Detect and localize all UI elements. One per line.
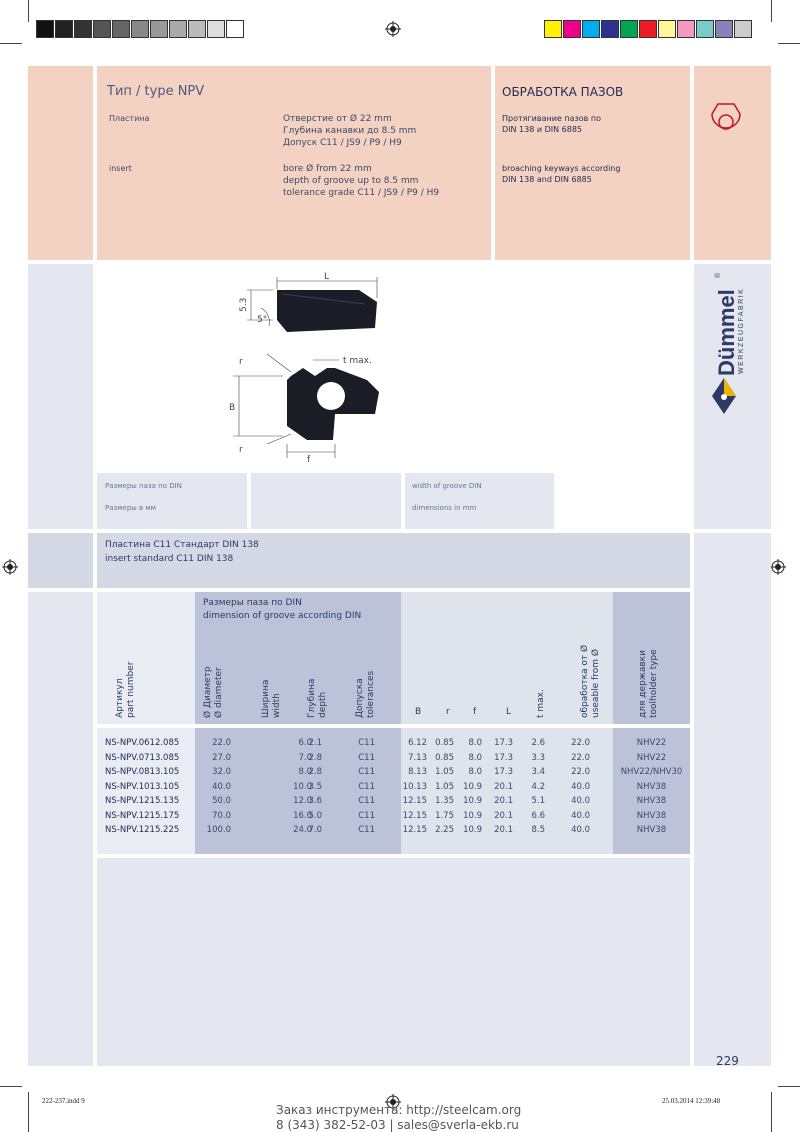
left-margin-mid	[28, 264, 93, 529]
svg-text:®: ®	[715, 272, 722, 278]
dim-f: f	[307, 455, 311, 465]
left-margin-top	[28, 66, 93, 260]
slug-date: 25.03.2014 12:39:48	[662, 1097, 721, 1105]
slug-file: 222-237.indd 9	[42, 1097, 85, 1105]
col-b: B	[415, 707, 422, 717]
col-f: f	[473, 707, 477, 717]
dim-tmax: t max.	[343, 356, 372, 366]
standard-banner: Пластина C11 Стандарт DIN 138 insert standard C11 DIN 138	[97, 533, 690, 588]
dim-r-top: r	[239, 357, 243, 367]
section-en: broaching keyways according DIN 138 and DIN 6885	[502, 164, 621, 184]
insert-technical-drawing	[207, 264, 507, 469]
table-row: NS-NPV.0713.085 27.0 7.0 2.8 C11 7.13 0.85 8.0 17.3 3.3 22.0 NHV22	[105, 752, 667, 763]
registration-mark-left	[2, 559, 18, 575]
header-panel	[97, 66, 491, 260]
table-row: NS-NPV.0612.085 22.0 6.0 2.1 C11 6.12 0.85 8.0 17.3 2.6 22.0 NHV22	[105, 738, 667, 748]
col-diameter: Ø Диаметр Ø diameter	[203, 666, 224, 718]
en-label: insert	[109, 164, 132, 173]
svg-text:WERKZEUGFABRIK: WERKZEUGFABRIK	[738, 287, 745, 374]
left-margin-std	[28, 533, 93, 588]
footer-contact-line: 8 (343) 382-52-03 | sales@sverla-ekb.ru	[276, 1118, 519, 1132]
col-width: Ширина width	[261, 679, 282, 718]
col-tolerances: Допуска tolerances	[355, 670, 376, 718]
section-title: ОБРАБОТКА ПАЗОВ	[502, 85, 624, 99]
col-useable: обработка от Ø useable from Ø	[580, 644, 601, 718]
footer-order-line: Заказ инструмента: http://steelcam.org	[276, 1103, 522, 1117]
svg-text:Dümmel: Dümmel	[714, 289, 739, 376]
keyway-icon	[708, 100, 744, 140]
group-header: Размеры паза по DIN dimension of groove according DIN	[203, 598, 362, 621]
right-margin-table	[694, 533, 771, 1066]
drawing-area	[97, 264, 690, 469]
ru-specs: Отверстие от Ø 22 mm Глубина канавки до 8.5 mm Допуск C11 / JS9 / P9 / H9	[283, 114, 417, 148]
type-title: Тип / type NPV	[107, 84, 205, 99]
right-margin-top	[694, 66, 771, 260]
groove-info-blank	[251, 473, 401, 529]
dim-angle: 5°	[257, 315, 268, 325]
table-row: NS-NPV.1215.225 100.0 24.0 7.0 C11 12.15 2.25 10.9 20.1 8.5 40.0 NHV38	[105, 825, 667, 835]
registration-mark-right	[770, 559, 786, 575]
dim-r-bottom: r	[239, 445, 243, 455]
dim-h: 5.3	[239, 297, 249, 312]
table-row: NS-NPV.1013.105 40.0 10.0 3.5 C11 10.13 1.05 10.9 20.1 4.2 40.0 NHV38	[105, 781, 667, 792]
col-article: Артикул part number	[115, 661, 136, 718]
spec-table	[97, 592, 690, 854]
groove-info-ru: Размеры паза по DIN Размеры в мм	[97, 473, 247, 529]
page-number: 229	[716, 1054, 739, 1068]
col-l: L	[506, 707, 512, 717]
col-r: r	[446, 707, 450, 717]
brand-panel	[694, 264, 771, 529]
col-holder: для державки toolholder type	[638, 649, 659, 718]
groove-info-en: width of groove DIN dimensions in mm	[405, 473, 554, 529]
dim-l: L	[324, 272, 330, 282]
left-margin-table	[28, 592, 93, 1066]
dummel-logo	[706, 270, 756, 420]
section-panel	[495, 66, 690, 260]
en-specs: bore Ø from 22 mm depth of groove up to 8.5 mm tolerance grade C11 / JS9 / P9 / H9	[283, 164, 440, 198]
table-row: NS-NPV.1215.135 50.0 12.0 3.6 C11 12.15 1.35 10.9 20.1 5.1 40.0 NHV38	[105, 796, 667, 806]
registration-mark-top	[385, 21, 401, 37]
ru-label: Пластина	[109, 114, 150, 123]
col-depth: Глубина depth	[307, 678, 328, 718]
col-tmax: t max.	[536, 689, 546, 718]
table-row: NS-NPV.0813.105 32.0 8.0 2.8 C11 8.13 1.05 8.0 17.3 3.4 22.0 NHV22/NHV30	[105, 767, 683, 777]
empty-notes-area	[97, 858, 690, 1066]
table-row: NS-NPV.1215.175 70.0 16.0 5.0 C11 12.15 1.75 10.9 20.1 6.6 40.0 NHV38	[105, 810, 667, 821]
dim-b: B	[229, 403, 236, 413]
section-ru: Протягивание пазов по DIN 138 и DIN 6885	[502, 114, 602, 134]
